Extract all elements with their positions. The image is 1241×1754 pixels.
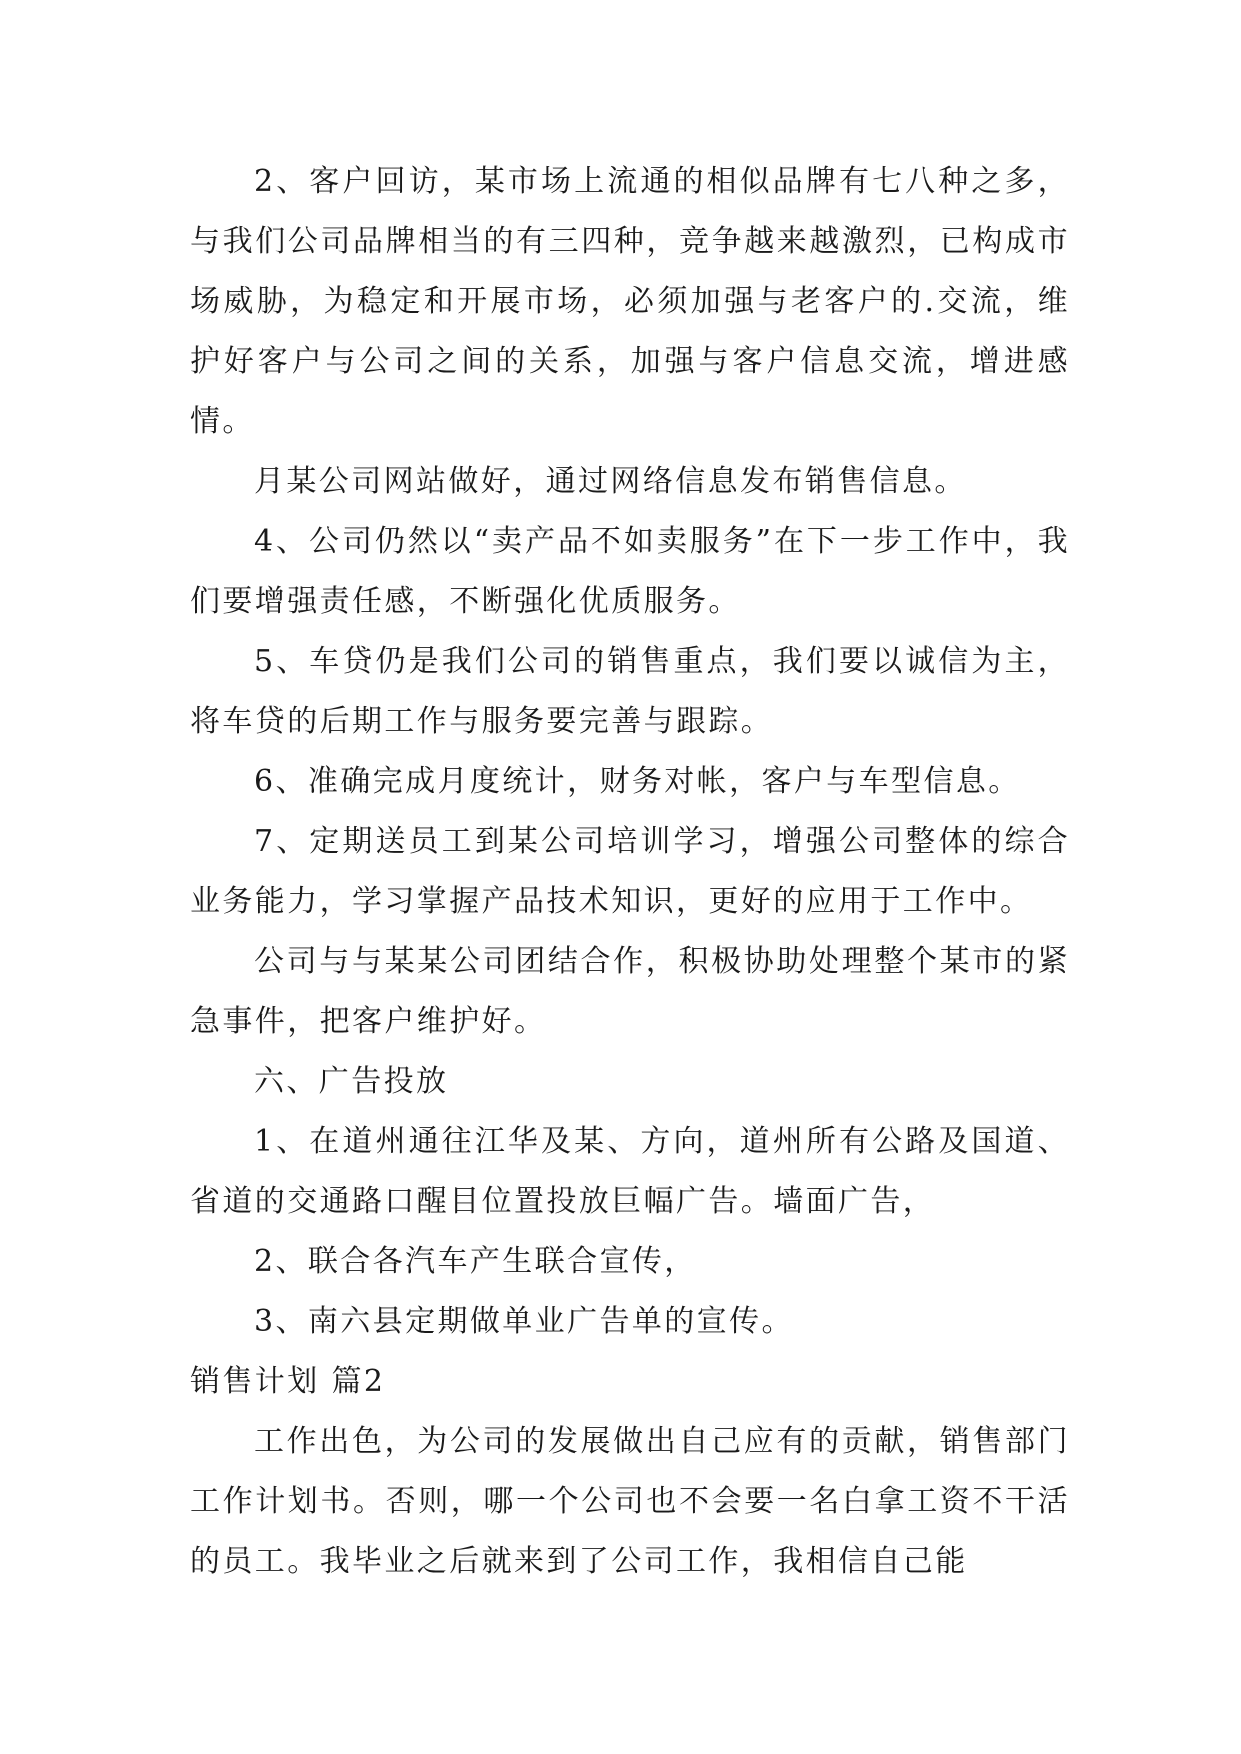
- paragraph-client-visits: 2、客户回访，某市场上流通的相似品牌有七八种之多，与我们公司品牌相当的有三四种，竞争越来越激烈，已构成市场威胁，为稳定和开展市场，必须加强与老客户的.交流，维护好客户与公司之间的关系，加强与客户信息交流，增进感情。: [190, 164, 1070, 439]
- paragraph-section-intro: 工作出色，为公司的发展做出自己应有的贡献，销售部门工作计划书。否则，哪一个公司也不会要一名白拿工资不干活的员工。我毕业之后就来到了公司工作，我相信自己能: [190, 1424, 1070, 1579]
- paragraph-training: 7、定期送员工到某公司培训学习，增强公司整体的综合业务能力，学习掌握产品技术知识，更好的应用于工作中。: [190, 824, 1070, 919]
- paragraph-ad-heading: 六、广告投放: [254, 1064, 449, 1099]
- paragraph-billboards: 1、在道州通往江华及某、方向，道州所有公路及国道、省道的交通路口醒目位置投放巨幅广告。墙面广告，: [190, 1124, 1070, 1219]
- paragraph-website: 月某公司网站做好，通过网络信息发布销售信息。: [254, 464, 967, 499]
- paragraph-car-loans: 5、车贷仍是我们公司的销售重点，我们要以诚信为主，将车贷的后期工作与服务要完善与跟踪。: [190, 644, 1070, 739]
- paragraph-service: 4、公司仍然以“卖产品不如卖服务”在下一步工作中，我们要增强责任感，不断强化优质服务。: [190, 524, 1070, 619]
- section-heading: 销售计划 篇2: [190, 1364, 386, 1399]
- paragraph-statistics: 6、准确完成月度统计，财务对帐，客户与车型信息。: [254, 764, 1021, 799]
- document-page: [190, 152, 1070, 1592]
- paragraph-cooperation: 公司与与某某公司团结合作，积极协助处理整个某市的紧急事件，把客户维护好。: [190, 944, 1070, 1039]
- paragraph-flyers: 3、南六县定期做单业广告单的宣传。: [254, 1304, 794, 1339]
- paragraph-joint-promotion: 2、联合各汽车产生联合宣传，: [254, 1244, 697, 1279]
